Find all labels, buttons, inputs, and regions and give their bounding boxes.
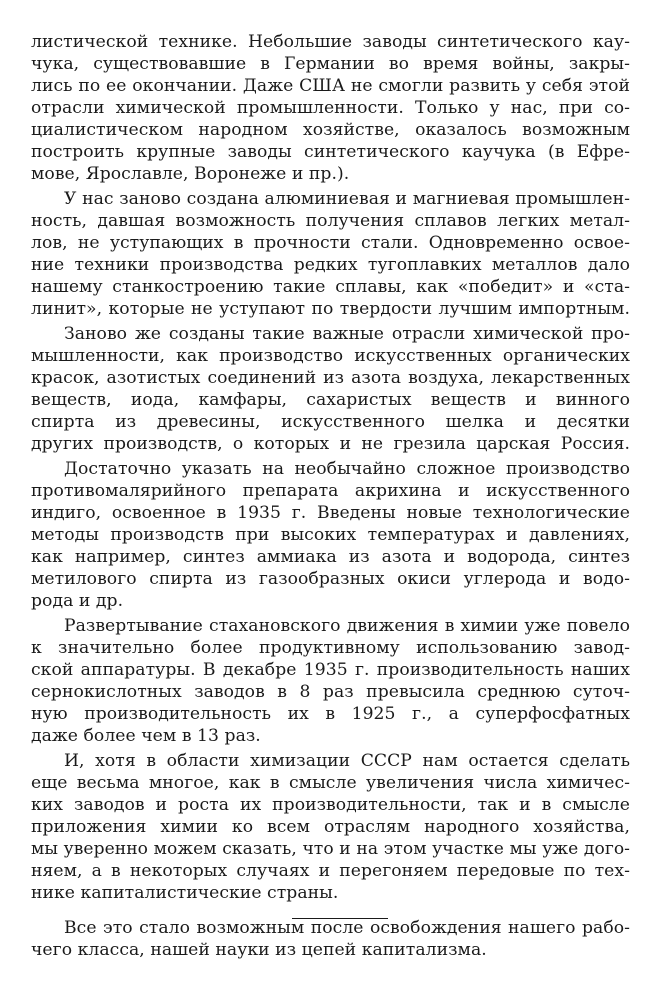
text-line: к значительно более продуктивному использованию завод- [31,638,630,658]
text-line: И, хотя в области химизации СССР нам остается сделать [64,751,630,771]
text-line: ность, давшая возможность получения сплавов легких метал- [31,211,630,231]
text-line: мове, Ярославле, Воронеже и пр.). [31,164,350,184]
text-line: Развертывание стахановского движения в химии уже повело [64,616,630,636]
text-line: даже более чем в 13 раз. [31,726,261,746]
text-line: листической технике. Небольшие заводы синтетического кау- [31,32,630,52]
text-line: Все это стало возможным после освобождения нашего рабо- [64,918,630,938]
text-line: циалистическом народном хозяйстве, оказалось возможным [31,120,630,140]
text-line: других производств, о которых и не грезила царская Россия. [31,434,630,454]
section-divider-rule [292,918,388,919]
text-line: отрасли химической промышленности. Только у нас, при со- [31,98,630,118]
text-line: нашему станкостроению такие сплавы, как «победит» и «ста- [31,277,630,297]
text-line: линит», которые не уступают по твердости лучшим импортным. [31,299,630,319]
text-line: чего класса, нашей науки из цепей капитализма. [31,940,487,960]
text-line: метилового спирта из газообразных окиси углерода и водо- [31,569,630,589]
text-line: рода и др. [31,591,124,611]
text-line: противомалярийного препарата акрихина и искусственного [31,481,630,501]
text-line: нике капиталистические страны. [31,883,339,903]
text-line: лись по ее окончании. Даже США не смогли развить у себя этой [31,76,630,96]
text-line: Достаточно указать на необычайно сложное производство [64,459,630,479]
text-line: мышленности, как производство искусственных органических [31,346,630,366]
text-line: спирта из древесины, искусственного шелка и десятки [31,412,630,432]
text-line: мы уверенно можем сказать, что и на этом участке мы уже дого- [31,839,630,859]
text-line: сернокислотных заводов в 8 раз превысила среднюю суточ- [31,682,630,702]
text-line: индиго, освоенное в 1935 г. Введены новые технологические [31,503,630,523]
text-line: приложения химии ко всем отраслям народного хозяйства, [31,817,630,837]
text-line: веществ, иода, камфары, сахаристых веществ и винного [31,390,630,410]
text-line: Заново же созданы такие важные отрасли химической про- [64,324,630,344]
text-line: еще весьма многое, как в смысле увеличения числа химичес- [31,773,630,793]
text-line: ние техники производства редких тугоплавких металлов дало [31,255,630,275]
text-line: ную производительность их в 1925 г., а суперфосфатных [31,704,630,724]
text-line: построить крупные заводы синтетического каучука (в Ефре- [31,142,630,162]
text-line: чука, существовавшие в Германии во время войны, закры- [31,54,630,74]
text-line: лов, не уступающих в прочности стали. Одновременно освое- [31,233,630,253]
text-line: красок, азотистых соединений из азота воздуха, лекарственных [31,368,630,388]
text-line: как например, синтез аммиака из азота и водорода, синтез [31,547,630,567]
text-line: ской аппаратуры. В декабре 1935 г. производительность наших [31,660,630,680]
text-line: няем, а в некоторых случаях и перегоняем передовые по тех- [31,861,630,881]
text-line: У нас заново создана алюминиевая и магниевая промышлен- [64,189,630,209]
text-line: ких заводов и роста их производительности, так и в смысле [31,795,630,815]
body-text [31,31,630,961]
text-line: методы производств при высоких температурах и давлениях, [31,525,630,545]
